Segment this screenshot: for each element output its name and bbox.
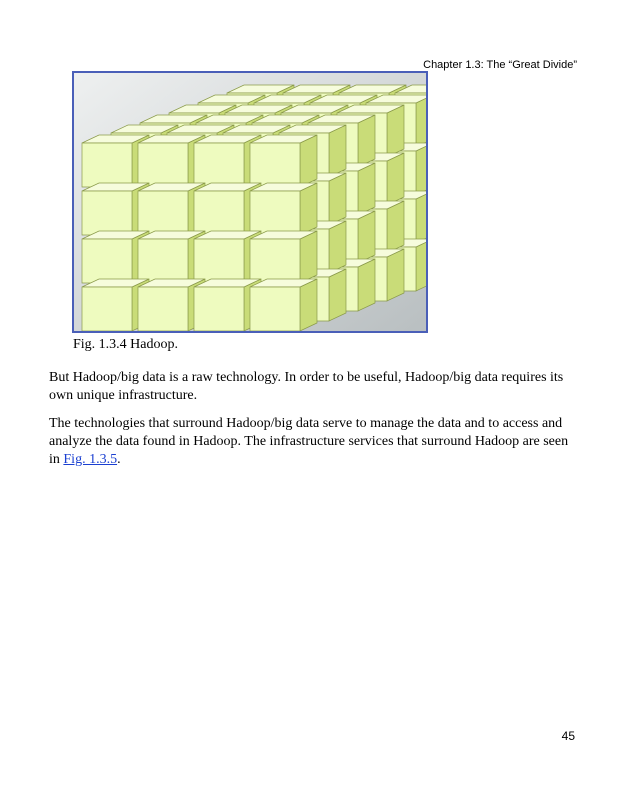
cube-front-face	[82, 287, 132, 331]
cube-front-face	[138, 239, 188, 283]
cube-side-face	[358, 163, 375, 215]
running-head: Chapter 1.3: The “Great Divide”	[423, 59, 577, 71]
cube-side-face	[300, 183, 317, 235]
cube-side-face	[329, 269, 346, 321]
paragraph-2-text: The technologies that surround Hadoop/big data serve to manage the data and to access and analyze the data found in Hadoop. The infrastructure services that surround Hadoop are seen in	[49, 416, 569, 467]
cube-front-face	[138, 287, 188, 331]
cube-side-face	[300, 135, 317, 187]
cube-front-face	[194, 239, 244, 283]
fig-1-3-5-link[interactable]: Fig. 1.3.5	[63, 452, 118, 467]
cube-front-face	[250, 143, 300, 187]
cube-side-face	[329, 221, 346, 273]
cube-front-face	[250, 287, 300, 331]
cube-side-face	[416, 143, 426, 195]
paragraph-1: But Hadoop/big data is a raw technology. In order to be useful, Hadoop/big data requires its own unique infrastructure.	[49, 370, 564, 403]
cube-side-face	[358, 115, 375, 167]
cube-front-face	[250, 191, 300, 235]
cube-front-face	[138, 143, 188, 187]
cube-side-face	[416, 239, 426, 291]
paragraph-2	[49, 415, 579, 469]
cube-front-face	[82, 239, 132, 283]
figure-caption: Fig. 1.3.4 Hadoop.	[73, 337, 178, 352]
cube-side-face	[416, 95, 426, 147]
paragraph-2-end: .	[117, 452, 121, 467]
cube-front-face	[194, 191, 244, 235]
hadoop-figure	[72, 71, 428, 333]
cube-front-face	[138, 191, 188, 235]
cube-front-face	[194, 287, 244, 331]
cube-side-face	[416, 191, 426, 243]
cube-front-face	[82, 191, 132, 235]
cube-front-face	[194, 143, 244, 187]
cube-side-face	[358, 211, 375, 263]
cube-side-face	[387, 201, 404, 253]
cube-front-face	[250, 239, 300, 283]
cube-front-face	[82, 143, 132, 187]
cube-side-face	[387, 105, 404, 157]
cube-side-face	[387, 153, 404, 205]
cube-side-face	[387, 249, 404, 301]
cube-side-face	[300, 279, 317, 331]
page-number: 45	[561, 729, 575, 743]
hadoop-cube-illustration	[74, 73, 426, 331]
cube-side-face	[329, 125, 346, 177]
cube-side-face	[358, 259, 375, 311]
cube-side-face	[300, 231, 317, 283]
cube-side-face	[329, 173, 346, 225]
